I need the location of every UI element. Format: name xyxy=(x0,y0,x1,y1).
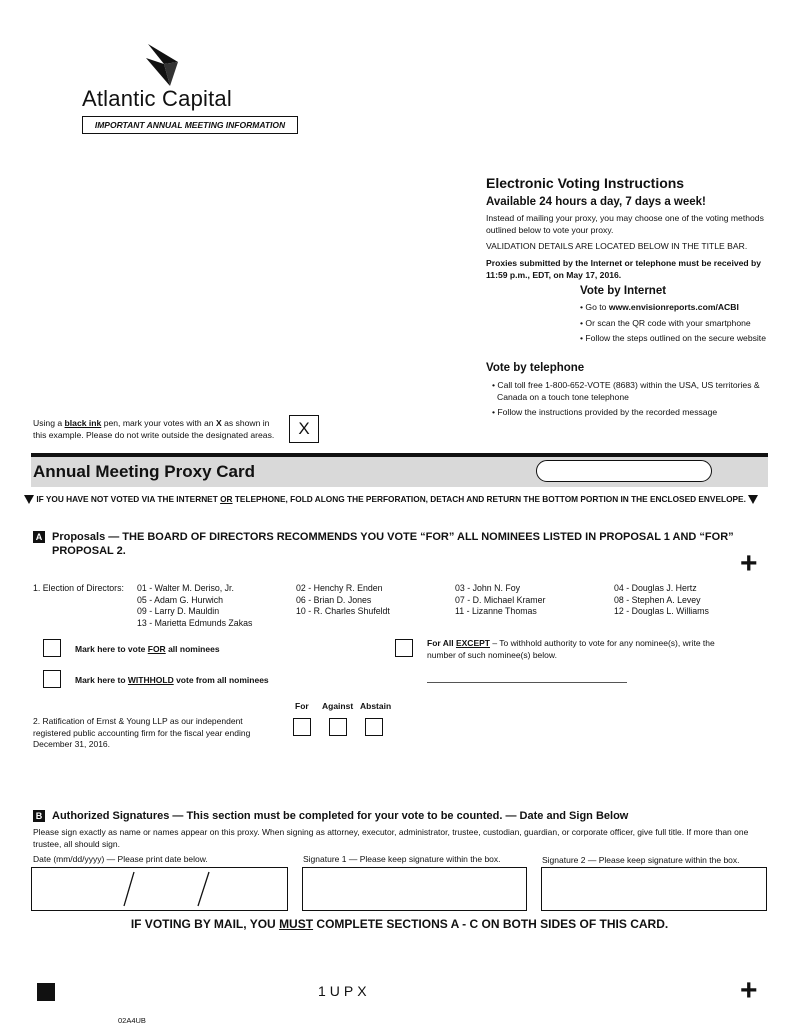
mail-voting-notice: IF VOTING BY MAIL, YOU MUST COMPLETE SECTIONS A - C ON BOTH SIDES OF THIS CARD. xyxy=(130,917,669,931)
atlantic-capital-logo-icon xyxy=(144,42,180,88)
electronic-voting-title: Electronic Voting Instructions xyxy=(486,175,685,191)
vote-header-for: For xyxy=(295,701,309,711)
electronic-voting-intro: Instead of mailing your proxy, you may choose one of the voting methods outlined below to vote your proxy. xyxy=(486,213,764,235)
validation-notice: VALIDATION DETAILS ARE LOCATED BELOW IN THE TITLE BAR. xyxy=(486,241,748,251)
registration-square-mark xyxy=(37,983,55,1001)
nominee: 08 - Stephen A. Levey xyxy=(614,594,701,605)
signature-2-box[interactable] xyxy=(541,867,767,911)
signature-1-box[interactable] xyxy=(302,867,527,911)
example-mark-box: X xyxy=(289,415,319,443)
proposal-2-abstain-checkbox[interactable] xyxy=(365,718,383,736)
except-nominee-write-line[interactable] xyxy=(427,682,627,683)
nominee: 11 - Lizanne Thomas xyxy=(455,606,537,616)
voting-url-link[interactable]: www.envisionreports.com/ACBI xyxy=(608,302,739,312)
nominee: 01 - Walter M. Deriso, Jr. xyxy=(137,583,234,593)
vote-for-all-label: Mark here to vote FOR all nominees xyxy=(75,644,220,654)
card-code: 1UPX xyxy=(318,983,371,999)
withhold-all-label: Mark here to WITHHOLD vote from all nominees xyxy=(75,675,269,685)
signature-2-label: Signature 2 — Please keep signature within the box. xyxy=(542,855,740,865)
signature-1-label: Signature 1 — Please keep signature within the box. xyxy=(303,854,501,864)
proxy-card-title: Annual Meeting Proxy Card xyxy=(33,462,255,481)
internet-step-goto: • Go to www.envisionreports.com/ACBI xyxy=(580,302,739,312)
nominee: 07 - D. Michael Kramer xyxy=(455,594,546,605)
down-triangle-icon xyxy=(748,495,758,504)
internet-step-follow: • Follow the steps outlined on the secure website xyxy=(580,333,766,343)
nominee: 04 - Douglas J. Hertz xyxy=(614,583,697,593)
section-a-letter: A xyxy=(33,531,45,543)
nominee-column xyxy=(137,583,252,629)
telephone-step-call-cont: Canada on a touch tone telephone xyxy=(497,391,629,402)
signature-instructions: Please sign exactly as name or names appear on this proxy. When signing as attorney, executor, administrator, trustee, custodian, guardian, or corporate officer, give full title. If more than one trustee, all should sign. xyxy=(33,827,749,849)
company-name: Atlantic Capital xyxy=(82,86,232,111)
registration-plus-icon: + xyxy=(740,974,758,1007)
nominee: 13 - Marietta Edmunds Zakas xyxy=(137,617,253,628)
proposal-2-against-checkbox[interactable] xyxy=(329,718,347,736)
vote-header-abstain: Abstain xyxy=(360,701,392,711)
section-a-title: Proposals — THE BOARD OF DIRECTORS RECOMMENDS YOU VOTE “FOR” ALL NOMINEES LISTED IN PROPOSAL 1 AND “FOR” PROPOSAL 2. xyxy=(52,531,734,557)
nominee: 05 - Adam G. Hurwich xyxy=(137,594,224,605)
nominee: 03 - John N. Foy xyxy=(455,583,521,593)
nominee-column xyxy=(455,583,545,618)
date-separator-slashes xyxy=(32,868,287,910)
vote-by-telephone-title: Vote by telephone xyxy=(486,362,585,374)
withhold-all-checkbox[interactable] xyxy=(43,670,61,688)
date-input-box[interactable] xyxy=(31,867,288,911)
meeting-info-box: IMPORTANT ANNUAL MEETING INFORMATION xyxy=(82,116,298,134)
section-b-letter: B xyxy=(33,810,45,822)
telephone-step-call: • Call toll free 1-800-652-VOTE (8683) within the USA, US territories & xyxy=(492,380,760,390)
mark-instructions: Using a black ink pen, mark your votes with an X as shown in this example. Please do not write outside the designated areas. xyxy=(33,418,275,440)
nominee: 02 - Henchy R. Enden xyxy=(296,583,383,593)
registration-plus-icon: + xyxy=(740,547,758,580)
nominee-column xyxy=(296,583,390,618)
fold-instruction: IF YOU HAVE NOT VOTED VIA THE INTERNET OR TELEPHONE, FOLD ALONG THE PERFORATION, DETACH AND RETURN THE BOTTOM PORTION IN THE ENCLOSED ENVELOPE. xyxy=(24,494,776,504)
validation-oval xyxy=(536,460,712,482)
vote-by-internet-list xyxy=(580,302,790,349)
voting-deadline: Proxies submitted by the Internet or telephone must be received by 11:59 p.m., EDT, on May 17, 2016. xyxy=(486,258,762,280)
proposal-2-text: 2. Ratification of Ernst & Young LLP as our independent registered public accounting firm for the fiscal year ending December 31, 2016. xyxy=(33,716,251,749)
down-triangle-icon xyxy=(24,495,34,504)
election-of-directors-label: 1. Election of Directors: xyxy=(33,583,124,593)
vote-header-against: Against xyxy=(322,701,354,711)
electronic-voting-subtitle: Available 24 hours a day, 7 days a week! xyxy=(486,196,706,208)
nominee: 10 - R. Charles Shufeldt xyxy=(296,606,390,616)
form-id: 02A4UB xyxy=(118,1016,146,1025)
vote-by-telephone-list xyxy=(492,380,782,423)
section-b-heading xyxy=(33,810,773,822)
vote-by-internet-title: Vote by Internet xyxy=(580,285,667,297)
for-all-except-checkbox[interactable] xyxy=(395,639,413,657)
nominee: 06 - Brian D. Jones xyxy=(296,594,372,605)
nominee-column xyxy=(614,583,709,618)
section-b-title: Authorized Signatures — This section must be completed for your vote to be counted. — Date and Sign Below xyxy=(52,810,629,822)
telephone-step-follow: • Follow the instructions provided by the recorded message xyxy=(492,407,718,417)
internet-step-qr: • Or scan the QR code with your smartphone xyxy=(580,317,751,328)
section-a-heading xyxy=(33,530,734,557)
vote-for-all-checkbox[interactable] xyxy=(43,639,61,657)
proposal-2-for-checkbox[interactable] xyxy=(293,718,311,736)
nominee: 09 - Larry D. Mauldin xyxy=(137,606,220,616)
date-label: Date (mm/dd/yyyy) — Please print date below. xyxy=(33,854,208,864)
nominee: 12 - Douglas L. Williams xyxy=(614,606,709,616)
for-all-except-label: For All EXCEPT – To withhold authority to vote for any nominee(s), write the number of such nominee(s) below. xyxy=(427,638,715,660)
